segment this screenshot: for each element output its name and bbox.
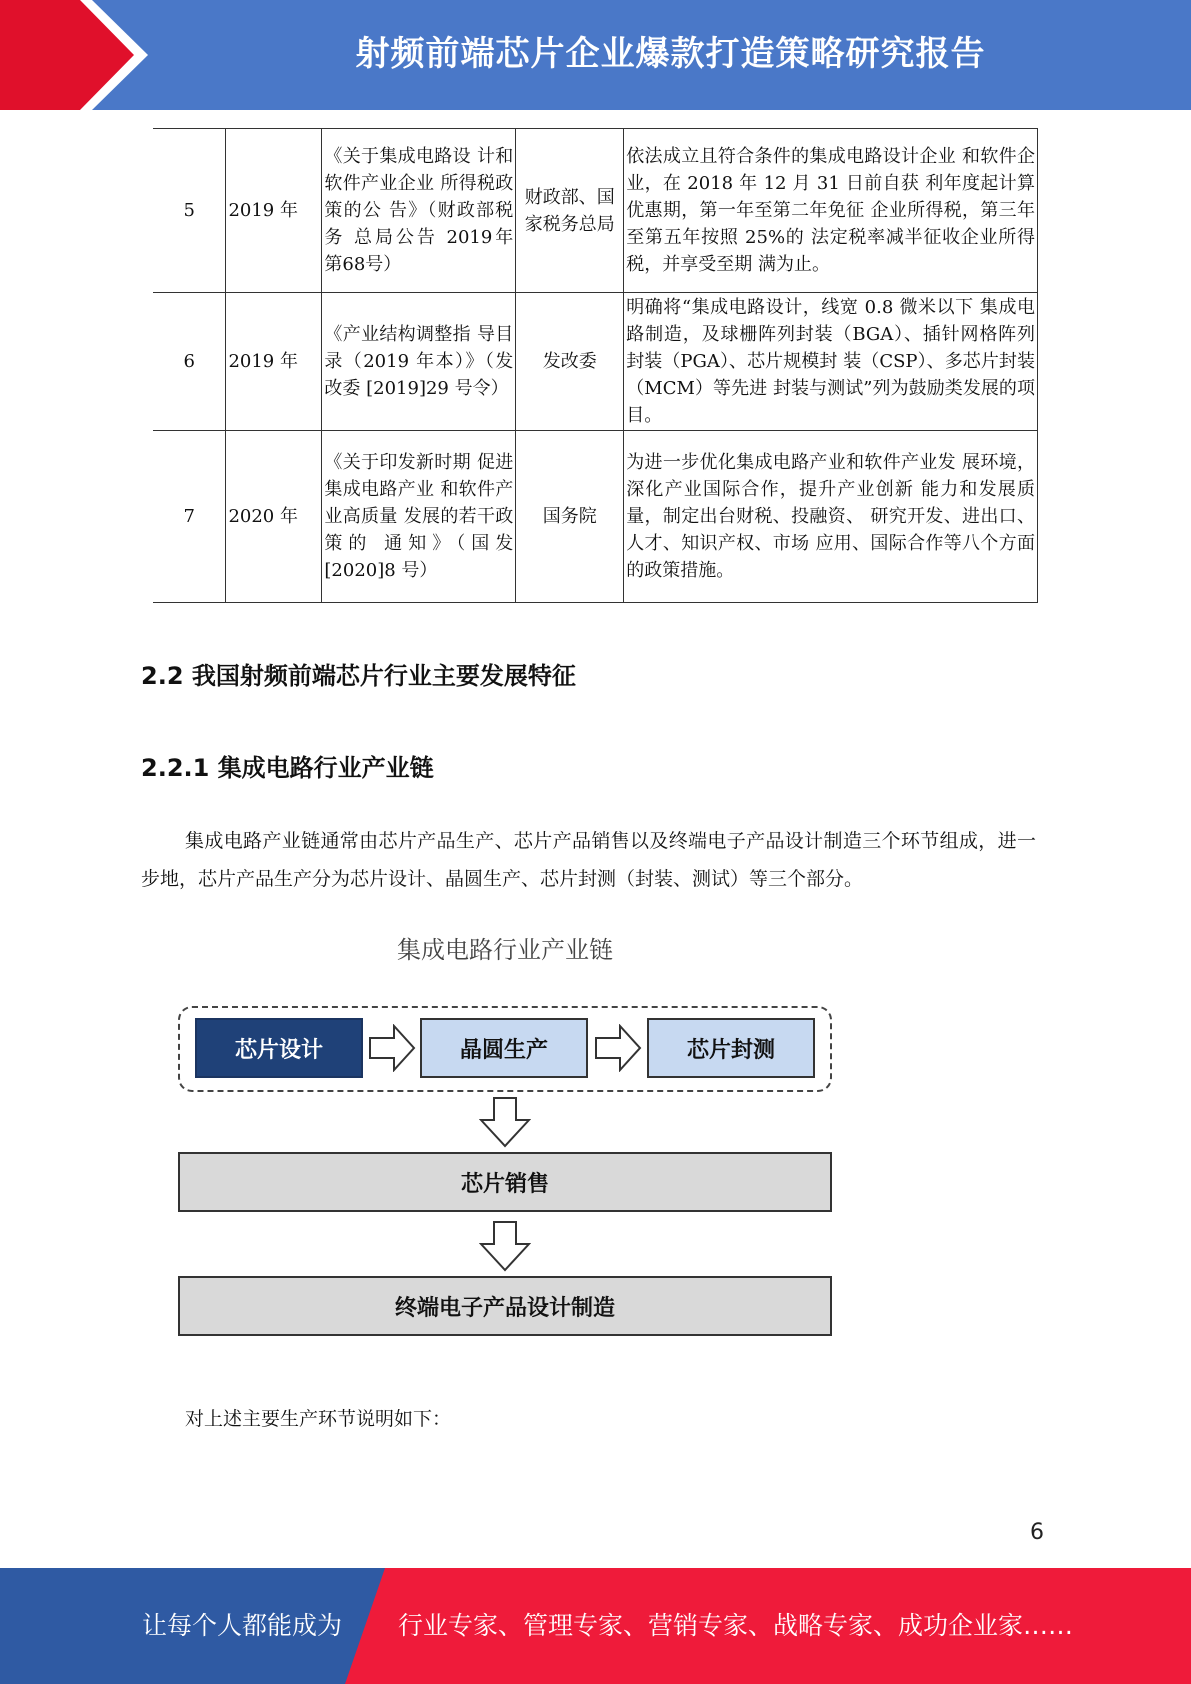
policy-department: 财政部、国家税务总局: [516, 129, 624, 293]
row-number: 7: [153, 431, 226, 603]
table-row: [153, 293, 1038, 431]
chip-design-box: 芯片设计: [195, 1018, 363, 1078]
diagram-title: 集成电路行业产业链: [397, 936, 613, 964]
chip-packaging-test-box: 芯片封测: [647, 1018, 815, 1078]
row-year: 2019 年: [226, 129, 322, 293]
policy-content: 明确将“集成电路设计，线宽 0.8 微米以下 集成电路制造，及球栅阵列封装（BGA）、插针网格阵列封装（PGA）、芯片规模封 装（CSP）、多芯片封装（MCM）等先进 封装与测试”列为鼓励类发展的项目。: [624, 293, 1038, 431]
row-year: 2019 年: [226, 293, 322, 431]
policy-department: 国务院: [516, 431, 624, 603]
body-paragraph: 对上述主要生产环节说明如下：: [185, 1408, 452, 1430]
policy-name: 《产业结构调整指 导目录（2019 年本）》（发改委 [2019]29 号令）: [322, 293, 516, 431]
page-number: 6: [1030, 1520, 1044, 1545]
footer-slogan-left: 让每个人都能成为: [142, 1611, 343, 1640]
policy-name: 《关于集成电路设 计和软件产业企业 所得税政策的公 告》（财政部税务 总局公告 2019年 第68号）: [322, 129, 516, 293]
policy-name: 《关于印发新时期 促进集成电路产业 和软件产业高质量 发展的若干政策的 通知》（国发[2020]8 号）: [322, 431, 516, 603]
page-footer: [0, 1568, 1191, 1684]
row-number: 6: [153, 293, 226, 431]
policy-content: 为进一步优化集成电路产业和软件产业发 展环境，深化产业国际合作，提升产业创新 能力和发展质量，制定出台财税、投融资、 研究开发、进出口、人才、知识产权、市场 应用、国际合作等八个方面的政策措施。: [624, 431, 1038, 603]
policy-content: 依法成立且符合条件的集成电路设计企业 和软件企业，在 2018 年 12 月 31 日前自获 利年度起计算优惠期，第一年至第二年免征 企业所得税，第三年至第五年按照 25%的 法定税率减半征收企业所得税，并享受至期 满为止。: [624, 129, 1038, 293]
section-heading-2-2: 2.2 我国射频前端芯片行业主要发展特征: [141, 662, 576, 690]
section-heading-2-2-1: 2.2.1 集成电路行业产业链: [141, 754, 434, 782]
arrow-down-icon: [479, 1096, 531, 1148]
arrow-right-icon: [594, 1024, 642, 1072]
footer-slogan-right: 行业专家、管理专家、营销专家、战略专家、成功企业家……: [398, 1611, 1074, 1640]
industry-chain-diagram: [170, 930, 840, 1350]
policy-table: [153, 128, 1038, 603]
table-row: [153, 431, 1038, 603]
report-title: 射频前端芯片企业爆款打造策略研究报告: [355, 34, 986, 74]
row-year: 2020 年: [226, 431, 322, 603]
policy-department: 发改委: [516, 293, 624, 431]
page-header: [0, 0, 1191, 110]
chip-sales-box: 芯片销售: [178, 1152, 832, 1212]
terminal-product-box: 终端电子产品设计制造: [178, 1276, 832, 1336]
arrow-right-icon: [368, 1024, 416, 1072]
red-chevron-decoration: [0, 0, 160, 110]
wafer-production-box: 晶圆生产: [420, 1018, 588, 1078]
arrow-down-icon: [479, 1220, 531, 1272]
body-paragraph: 集成电路产业链通常由芯片产品生产、芯片产品销售以及终端电子产品设计制造三个环节组成，进一步地，芯片产品生产分为芯片设计、晶圆生产、芯片封测（封装、测试）等三个部分。: [141, 830, 1036, 890]
row-number: 5: [153, 129, 226, 293]
table-row: [153, 129, 1038, 293]
